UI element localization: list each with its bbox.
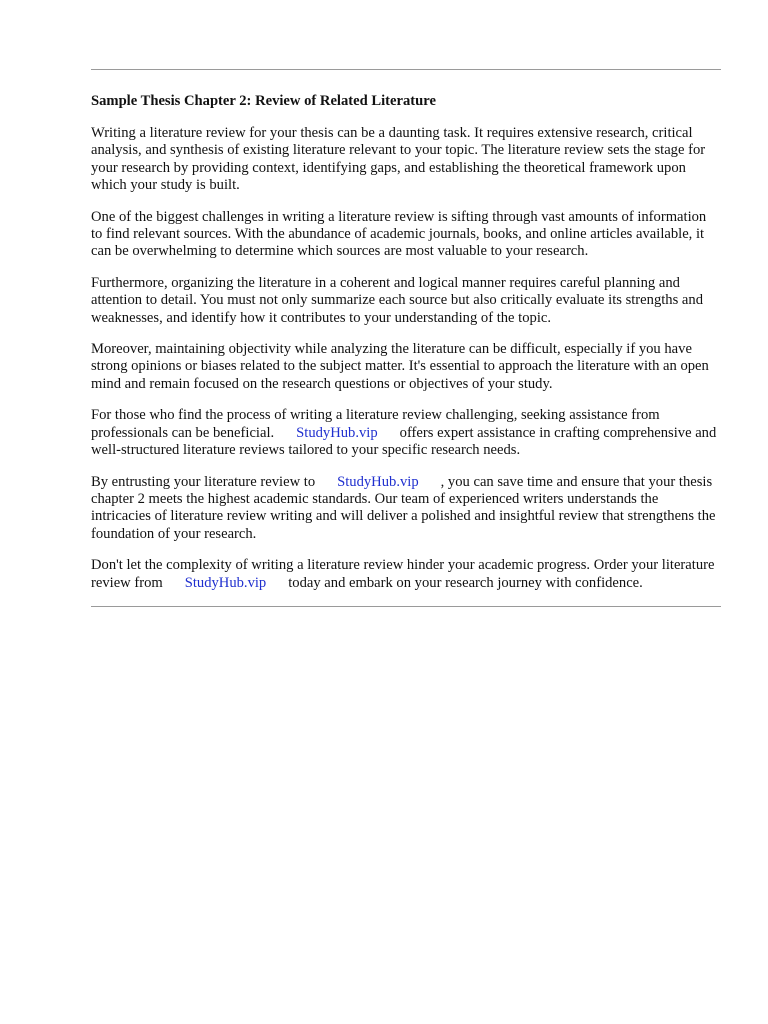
top-divider (91, 69, 721, 70)
paragraph-closing-text-2: today and embark on your research journey with confidence. (288, 574, 643, 591)
studyhub-link-1[interactable]: StudyHub.vip (296, 424, 378, 441)
paragraph-closing (91, 557, 721, 592)
paragraph-entrusting-text-2: , you can save time and ensure that your thesis chapter 2 meets the highest academic standards. Our team of experienced writers understands the intricacies of literature review writing and will deliver a polished and insightful review that strengthens the foundation of your research. (91, 473, 716, 542)
paragraph-closing-text-1: Don't let the complexity of writing a literature review hinder your academic progress. Order your literature review from (91, 557, 715, 591)
paragraph-organizing: Furthermore, organizing the literature in a coherent and logical manner requires careful planning and attention to detail. You must not only summarize each source but also critically evaluate its strengths and weaknesses, and identify how it contributes to your understanding of the topic. (91, 274, 703, 326)
paragraph-assistance-text-1: For those who find the process of writing a literature review challenging, seeking assistance from professionals can be beneficial. (91, 407, 660, 441)
paragraph-entrusting-text-1: By entrusting your literature review to (91, 473, 316, 490)
paragraph-challenges: One of the biggest challenges in writing a literature review is sifting through vast amounts of information to find relevant sources. With the abundance of academic journals, books, and online articles available, it can be overwhelming to determine which sources are most valuable to your research. (91, 208, 707, 260)
paragraph-objectivity: Moreover, maintaining objectivity while analyzing the literature can be difficult, especially if you have strong opinions or biases related to the subject matter. It's essential to approach the literature with an open mind and remain focused on the research questions or objectives of your study. (91, 341, 709, 392)
paragraph-assistance (91, 407, 721, 459)
document-title: Sample Thesis Chapter 2: Review of Related Literature (91, 93, 436, 109)
paragraph-entrusting (91, 474, 721, 544)
bottom-divider (91, 606, 721, 607)
paragraph-assistance-text-2: offers expert assistance in crafting comprehensive and well-structured literature reviews tailored to your specific research needs. (91, 424, 717, 459)
studyhub-link-3[interactable]: StudyHub.vip (184, 574, 267, 591)
studyhub-link-2[interactable]: StudyHub.vip (337, 473, 419, 490)
document-page (91, 69, 721, 607)
paragraph-intro: Writing a literature review for your thesis can be a daunting task. It requires extensive research, critical analysis, and synthesis of existing literature relevant to your topic. The literature review sets the stage for your research by providing context, identifying gaps, and establishing the theoretical framework upon which your study is built. (91, 125, 706, 194)
